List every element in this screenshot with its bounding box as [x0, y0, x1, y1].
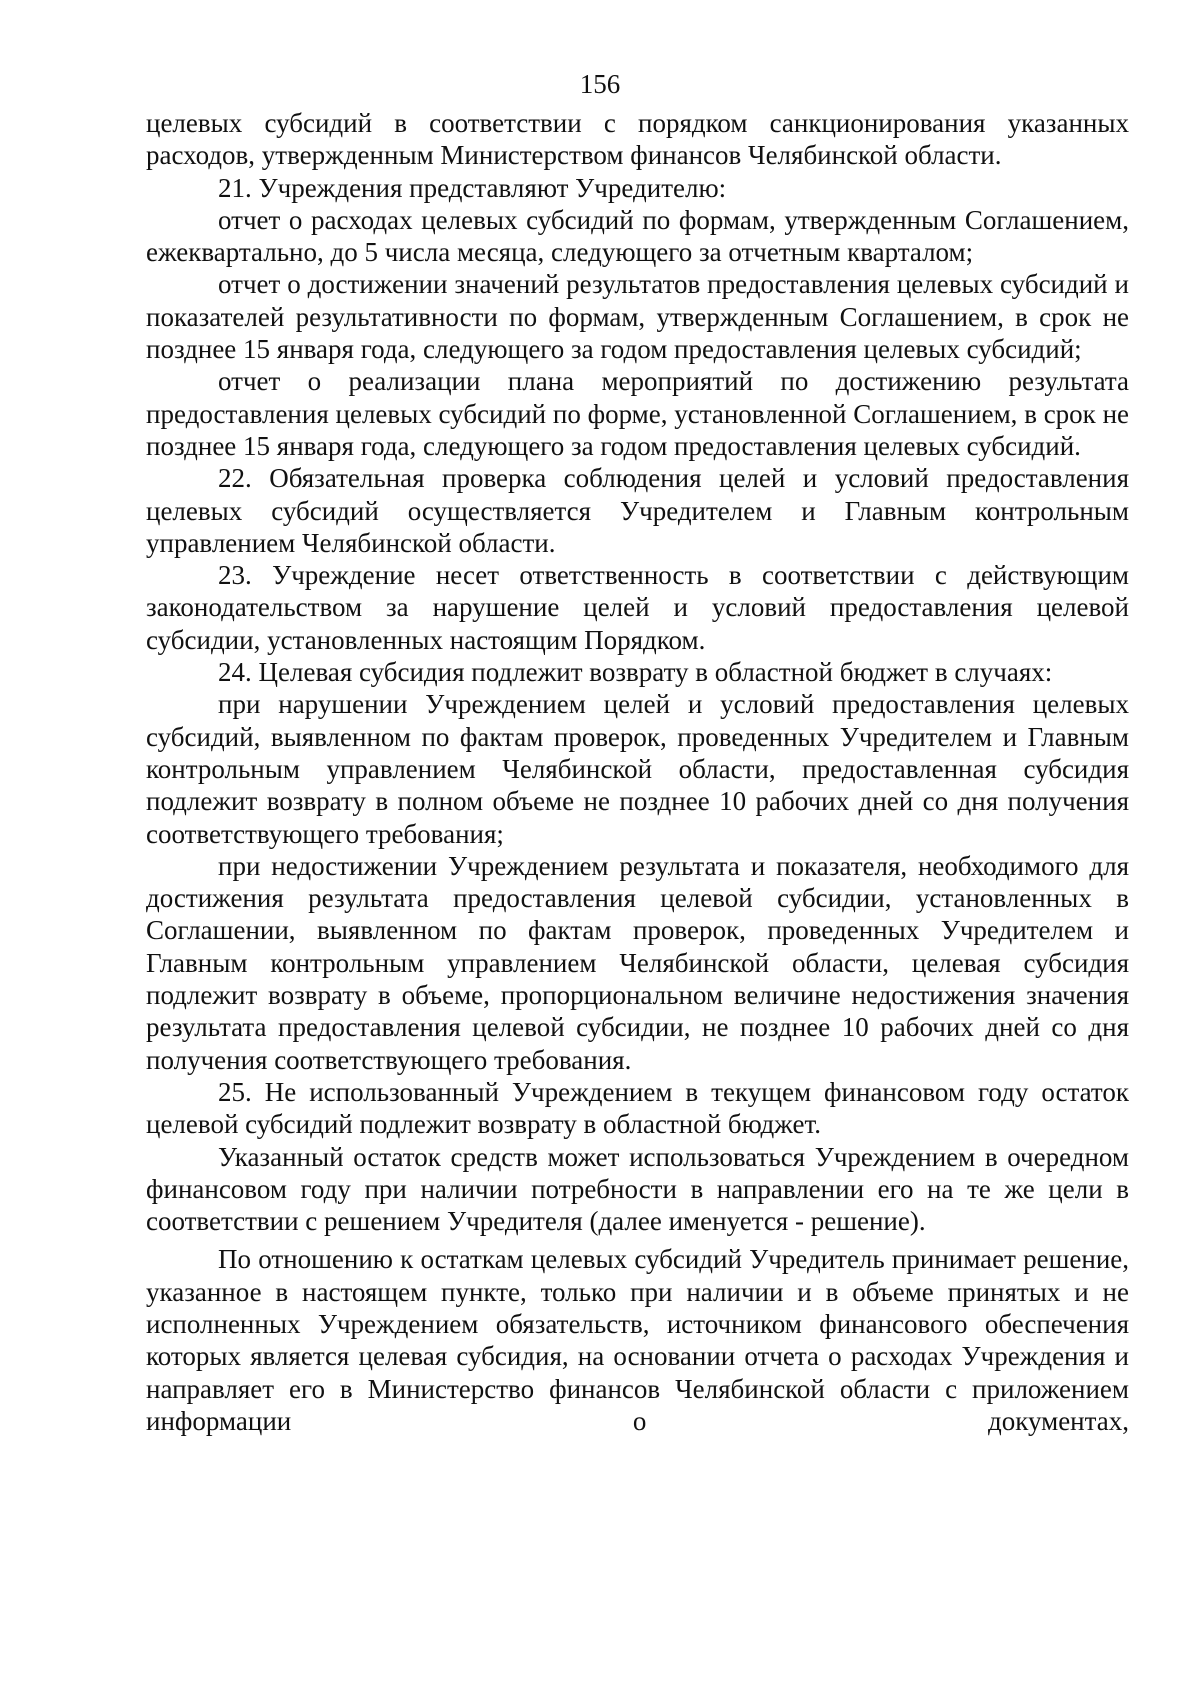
paragraph: 23. Учреждение несет ответственность в соответствии с действующим законодательством за нарушение целей и условий предоставления целевой субсидии, установленных настоящим Порядком. — [146, 560, 1129, 655]
paragraph: 22. Обязательная проверка соблюдения целей и условий предоставления целевых субсидий осуществляется Учредителем и Главным контрольным управлением Челябинской области. — [146, 463, 1129, 558]
paragraph: 25. Не использованный Учреждением в текущем финансовом году остаток целевой субсидий подлежит возврату в областной бюджет. — [146, 1076, 1129, 1140]
paragraph: 24. Целевая субсидия подлежит возврату в областной бюджет в случаях: — [218, 657, 1053, 688]
paragraph: отчет о достижении значений результатов предоставления целевых субсидий и показателей результативности по формам, утвержденным Соглашением, в срок не позднее 15 января года, следующего за годом предоставления целевых субсидий; — [146, 269, 1129, 365]
paragraph: при недостижении Учреждением результата и показателя, необходимого для достижения результата предоставления целевой субсидии, установленных в Соглашении, выявленном по фактам проверок, проведенных Учредителем и Главным контрольным управлением Челябинской области, целевая субсидия подлежит возврату в объеме, пропорциональном величине недостижения значения результата предоставления целевой субсидии, не позднее 10 рабочих дней со дня получения соответствующего требования. — [146, 850, 1129, 1075]
paragraph: при нарушении Учреждением целей и условий предоставления целевых субсидий, выявленном по фактам проверок, проведенных Учредителем и Главным контрольным управлением Челябинской области, предоставленная субсидия подлежит возврату в полном объеме не позднее 10 рабочих дней со дня получения соответствующего требования; — [146, 689, 1129, 849]
paragraph: 21. Учреждения представляют Учредителю: — [218, 172, 727, 203]
paragraph: По отношению к остаткам целевых субсидий Учредитель принимает решение, указанное в настоящем пункте, только при наличии и в объеме принятых и не исполненных Учреждением обязательств, источником финансового обеспечения которых является целевая субсидия, на основании отчета о расходах Учреждения и направляет его в Министерство финансов Челябинской области с приложением информации о документах, — [146, 1244, 1129, 1436]
paragraph: целевых субсидий в соответствии с порядком санкционирования указанных расходов, утвержденным Министерством финансов Челябинской области. — [146, 108, 1129, 171]
page-number: 156 — [579, 69, 621, 99]
document-body — [146, 107, 1129, 1437]
paragraph: Указанный остаток средств может использоваться Учреждением в очередном финансовом году при наличии потребности в направлении его на те же цели в соответствии с решением Учредителя (далее именуется - решение). — [146, 1141, 1129, 1237]
paragraph: отчет о реализации плана мероприятий по достижению результата предоставления целевых субсидий по форме, установленной Соглашением, в срок не позднее 15 января года, следующего за годом предоставления целевых субсидий. — [146, 366, 1129, 461]
paragraph: отчет о расходах целевых субсидий по формам, утвержденным Соглашением, ежеквартально, до 5 числа месяца, следующего за отчетным кварталом; — [146, 204, 1129, 268]
